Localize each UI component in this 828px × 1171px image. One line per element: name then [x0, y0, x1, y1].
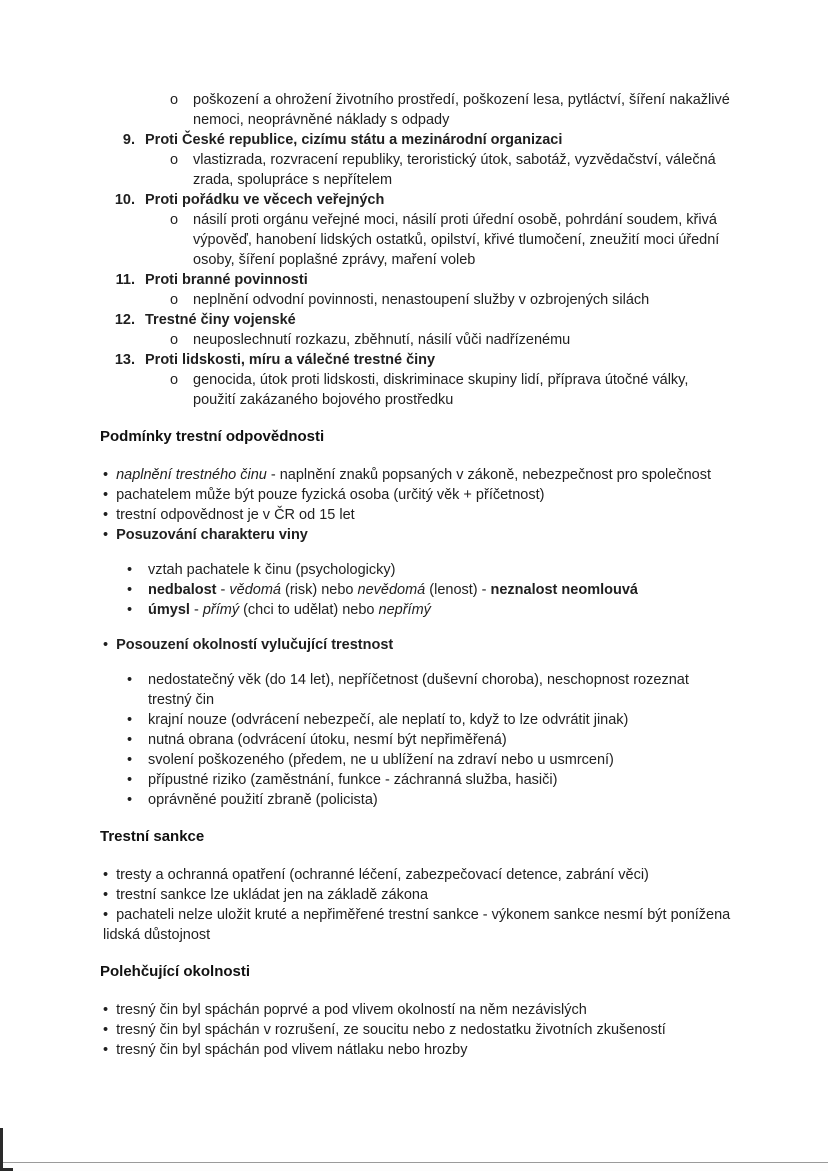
- sub-item-text: neuposlechnutí rozkazu, zběhnutí, násilí vůči nadřízenému: [193, 332, 571, 348]
- bullet-item: [100, 905, 732, 945]
- section-heading-polehcujici: Polehčující okolnosti: [100, 963, 251, 980]
- bullet-text: pachatelem může být pouze fyzická osoba (určitý věk + příčetnost): [116, 487, 545, 503]
- bullet-item: [100, 885, 732, 905]
- section-heading-podminky: Podmínky trestní odpovědnosti: [100, 428, 325, 445]
- item-title: Trestné činy vojenské: [145, 312, 296, 328]
- numbered-item-11: [100, 270, 732, 290]
- bullet-marker: •: [103, 867, 109, 883]
- sub-item-text: genocida, útok proti lidskosti, diskriminace skupiny lidí, příprava útočné války, použití zakázaného bojového prostředku: [193, 372, 689, 408]
- bullet-text: trestní odpovědnost je v ČR od 15 let: [116, 507, 355, 523]
- circle-bullet-marker: o: [170, 152, 179, 168]
- bullet-marker: •: [103, 637, 109, 653]
- item-number: 13.: [114, 352, 135, 368]
- sub-bullet-item: [100, 790, 732, 810]
- circle-bullet-marker: o: [170, 372, 179, 388]
- numbered-item-9: [100, 130, 732, 150]
- bullet-marker: •: [103, 1022, 109, 1038]
- bullet-item: [100, 635, 732, 655]
- page-break-divider: [0, 1162, 828, 1171]
- sub-item-text: poškození a ohrožení životního prostředí, poškození lesa, pytláctví, šíření nakažlivé nemoci, neoprávněné náklady s odpady: [193, 92, 730, 128]
- circle-bullet-marker: o: [170, 292, 179, 308]
- sub-bullet-item: [100, 560, 732, 580]
- bullet-text: trestní sankce lze ukládat jen na základě zákona: [116, 887, 429, 903]
- item-title: Proti České republice, cizímu státu a mezinárodní organizaci: [145, 132, 563, 148]
- list-sub-item: [100, 290, 732, 310]
- numbered-item-13: [100, 350, 732, 370]
- bullet-marker: •: [127, 602, 133, 618]
- text-run-italic: vědomá: [229, 582, 281, 598]
- sub-bullet-text: oprávněné použití zbraně (policista): [148, 792, 378, 808]
- bullet-marker: •: [127, 562, 133, 578]
- item-title: Proti branné povinnosti: [145, 272, 308, 288]
- bullet-marker: •: [127, 672, 133, 688]
- sub-bullet-text: nutná obrana (odvrácení útoku, nesmí být nepřiměřená): [148, 732, 507, 748]
- bullet-item: [100, 1040, 732, 1060]
- section-heading-sankce: Trestní sankce: [100, 828, 205, 845]
- text-run-italic: nevědomá: [357, 582, 426, 598]
- bullet-text: tresný čin byl spáchán poprvé a pod vlivem okolností na něm nezávislých: [116, 1002, 587, 1018]
- bullet-marker: •: [103, 907, 109, 923]
- bullet-marker: •: [103, 467, 109, 483]
- bullet-item: [100, 525, 732, 545]
- bullet-item: [100, 1000, 732, 1020]
- bullet-marker: •: [127, 582, 133, 598]
- bullet-marker: •: [103, 487, 109, 503]
- sub-item-text: vlastizrada, rozvracení republiky, teroristický útok, sabotáž, vyzvědačství, válečná zrada, spolupráce s nepřítelem: [193, 152, 716, 188]
- bullet-text: tresný čin byl spáchán pod vlivem nátlaku nebo hrozby: [116, 1042, 468, 1058]
- sub-bullet-item: [100, 750, 732, 770]
- bullet-text: tresný čin byl spáchán v rozrušení, ze soucitu nebo z nedostatku životních zkušeností: [116, 1022, 666, 1038]
- sub-bullet-text: krajní nouze (odvrácení nebezpečí, ale neplatí to, když to lze odvrátit jinak): [148, 712, 629, 728]
- sub-bullet-text: přípustné riziko (zaměstnání, funkce - záchranná služba, hasiči): [148, 772, 558, 788]
- sub-bullet-item: [100, 710, 732, 730]
- bullet-text: pachateli nelze uložit kruté a nepřiměřené trestní sankce - výkonem sankce nesmí být ponížena lidská důstojnost: [103, 907, 731, 943]
- item-title: Proti pořádku ve věcech veřejných: [145, 192, 385, 208]
- text-run: -: [189, 602, 203, 618]
- bullet-marker: •: [103, 1002, 109, 1018]
- item-number: 11.: [115, 272, 135, 288]
- text-run-italic: naplnění trestného činu: [116, 467, 267, 483]
- text-run: - naplnění znaků popsaných v zákoně, nebezpečnost pro společnost: [266, 467, 711, 483]
- bullet-marker: •: [103, 887, 109, 903]
- text-run-italic: přímý: [202, 602, 240, 618]
- text-run-bold: nedbalost: [148, 582, 217, 598]
- numbered-item-10: [100, 190, 732, 210]
- sub-bullet-item: [100, 670, 732, 710]
- sub-bullet-text: [148, 580, 732, 600]
- bullet-marker: •: [103, 507, 109, 523]
- bullet-text-bold: Posouzení okolností vylučující trestnost: [116, 637, 394, 653]
- text-run-italic: nepřímý: [378, 602, 431, 618]
- sub-bullet-text: nedostatečný věk (do 14 let), nepříčetnost (duševní choroba), neschopnost rozeznat trestný čin: [148, 672, 689, 708]
- item-number: 9.: [122, 132, 135, 148]
- bullet-marker: •: [127, 792, 133, 808]
- bullet-marker: •: [127, 712, 133, 728]
- sub-item-text: násilí proti orgánu veřejné moci, násilí proti úřední osobě, pohrdání soudem, křivá výpověď, hanobení lidských ostatků, opilství, křivé tlumočení, zneužití moci úřední osoby, šíření poplašné zprávy, maření voleb: [193, 212, 720, 268]
- sub-bullet-item: [100, 600, 732, 620]
- item-number: 12.: [114, 312, 135, 328]
- text-run: (chci to udělat) nebo: [239, 602, 379, 618]
- sub-item-text: neplnění odvodní povinnosti, nenastoupení služby v ozbrojených silách: [193, 292, 650, 308]
- list-sub-item: [100, 370, 732, 410]
- list-sub-item: [100, 90, 732, 130]
- bullet-item: [100, 505, 732, 525]
- bullet-marker: •: [103, 1042, 109, 1058]
- list-sub-item: [100, 330, 732, 350]
- circle-bullet-marker: o: [170, 92, 179, 108]
- item-number: 10.: [114, 192, 135, 208]
- bullet-item: [100, 865, 732, 885]
- sub-bullet-item: [100, 580, 732, 600]
- text-run: -: [216, 582, 230, 598]
- list-sub-item: [100, 210, 732, 270]
- bullet-text: [116, 467, 711, 483]
- bullet-text: tresty a ochranná opatření (ochranné léčení, zabezpečovací detence, zabrání věci): [116, 867, 649, 883]
- bullet-item: [100, 1020, 732, 1040]
- list-sub-item: [100, 150, 732, 190]
- bullet-marker: •: [103, 527, 109, 543]
- circle-bullet-marker: o: [170, 212, 179, 228]
- bullet-marker: •: [127, 752, 133, 768]
- item-title: Proti lidskosti, míru a válečné trestné činy: [145, 352, 436, 368]
- bullet-item: [100, 485, 732, 505]
- bullet-marker: •: [127, 772, 133, 788]
- numbered-item-12: [100, 310, 732, 330]
- text-run-bold: úmysl: [148, 602, 190, 618]
- text-run: (risk) nebo: [280, 582, 358, 598]
- text-run: (lenost) -: [425, 582, 491, 598]
- bullet-text-bold: Posuzování charakteru viny: [116, 527, 308, 543]
- sub-bullet-item: [100, 730, 732, 750]
- page-edge-artifact: [0, 1128, 3, 1171]
- text-run-bold: neznalost neomlouvá: [490, 582, 638, 598]
- sub-bullet-text: svolení poškozeného (předem, ne u ublížení na zdraví nebo u usmrcení): [148, 752, 614, 768]
- bullet-marker: •: [127, 732, 133, 748]
- circle-bullet-marker: o: [170, 332, 179, 348]
- sub-bullet-text: vztah pachatele k činu (psychologicky): [148, 562, 396, 578]
- bullet-item: [100, 465, 732, 485]
- sub-bullet-item: [100, 770, 732, 790]
- sub-bullet-text: [148, 600, 732, 620]
